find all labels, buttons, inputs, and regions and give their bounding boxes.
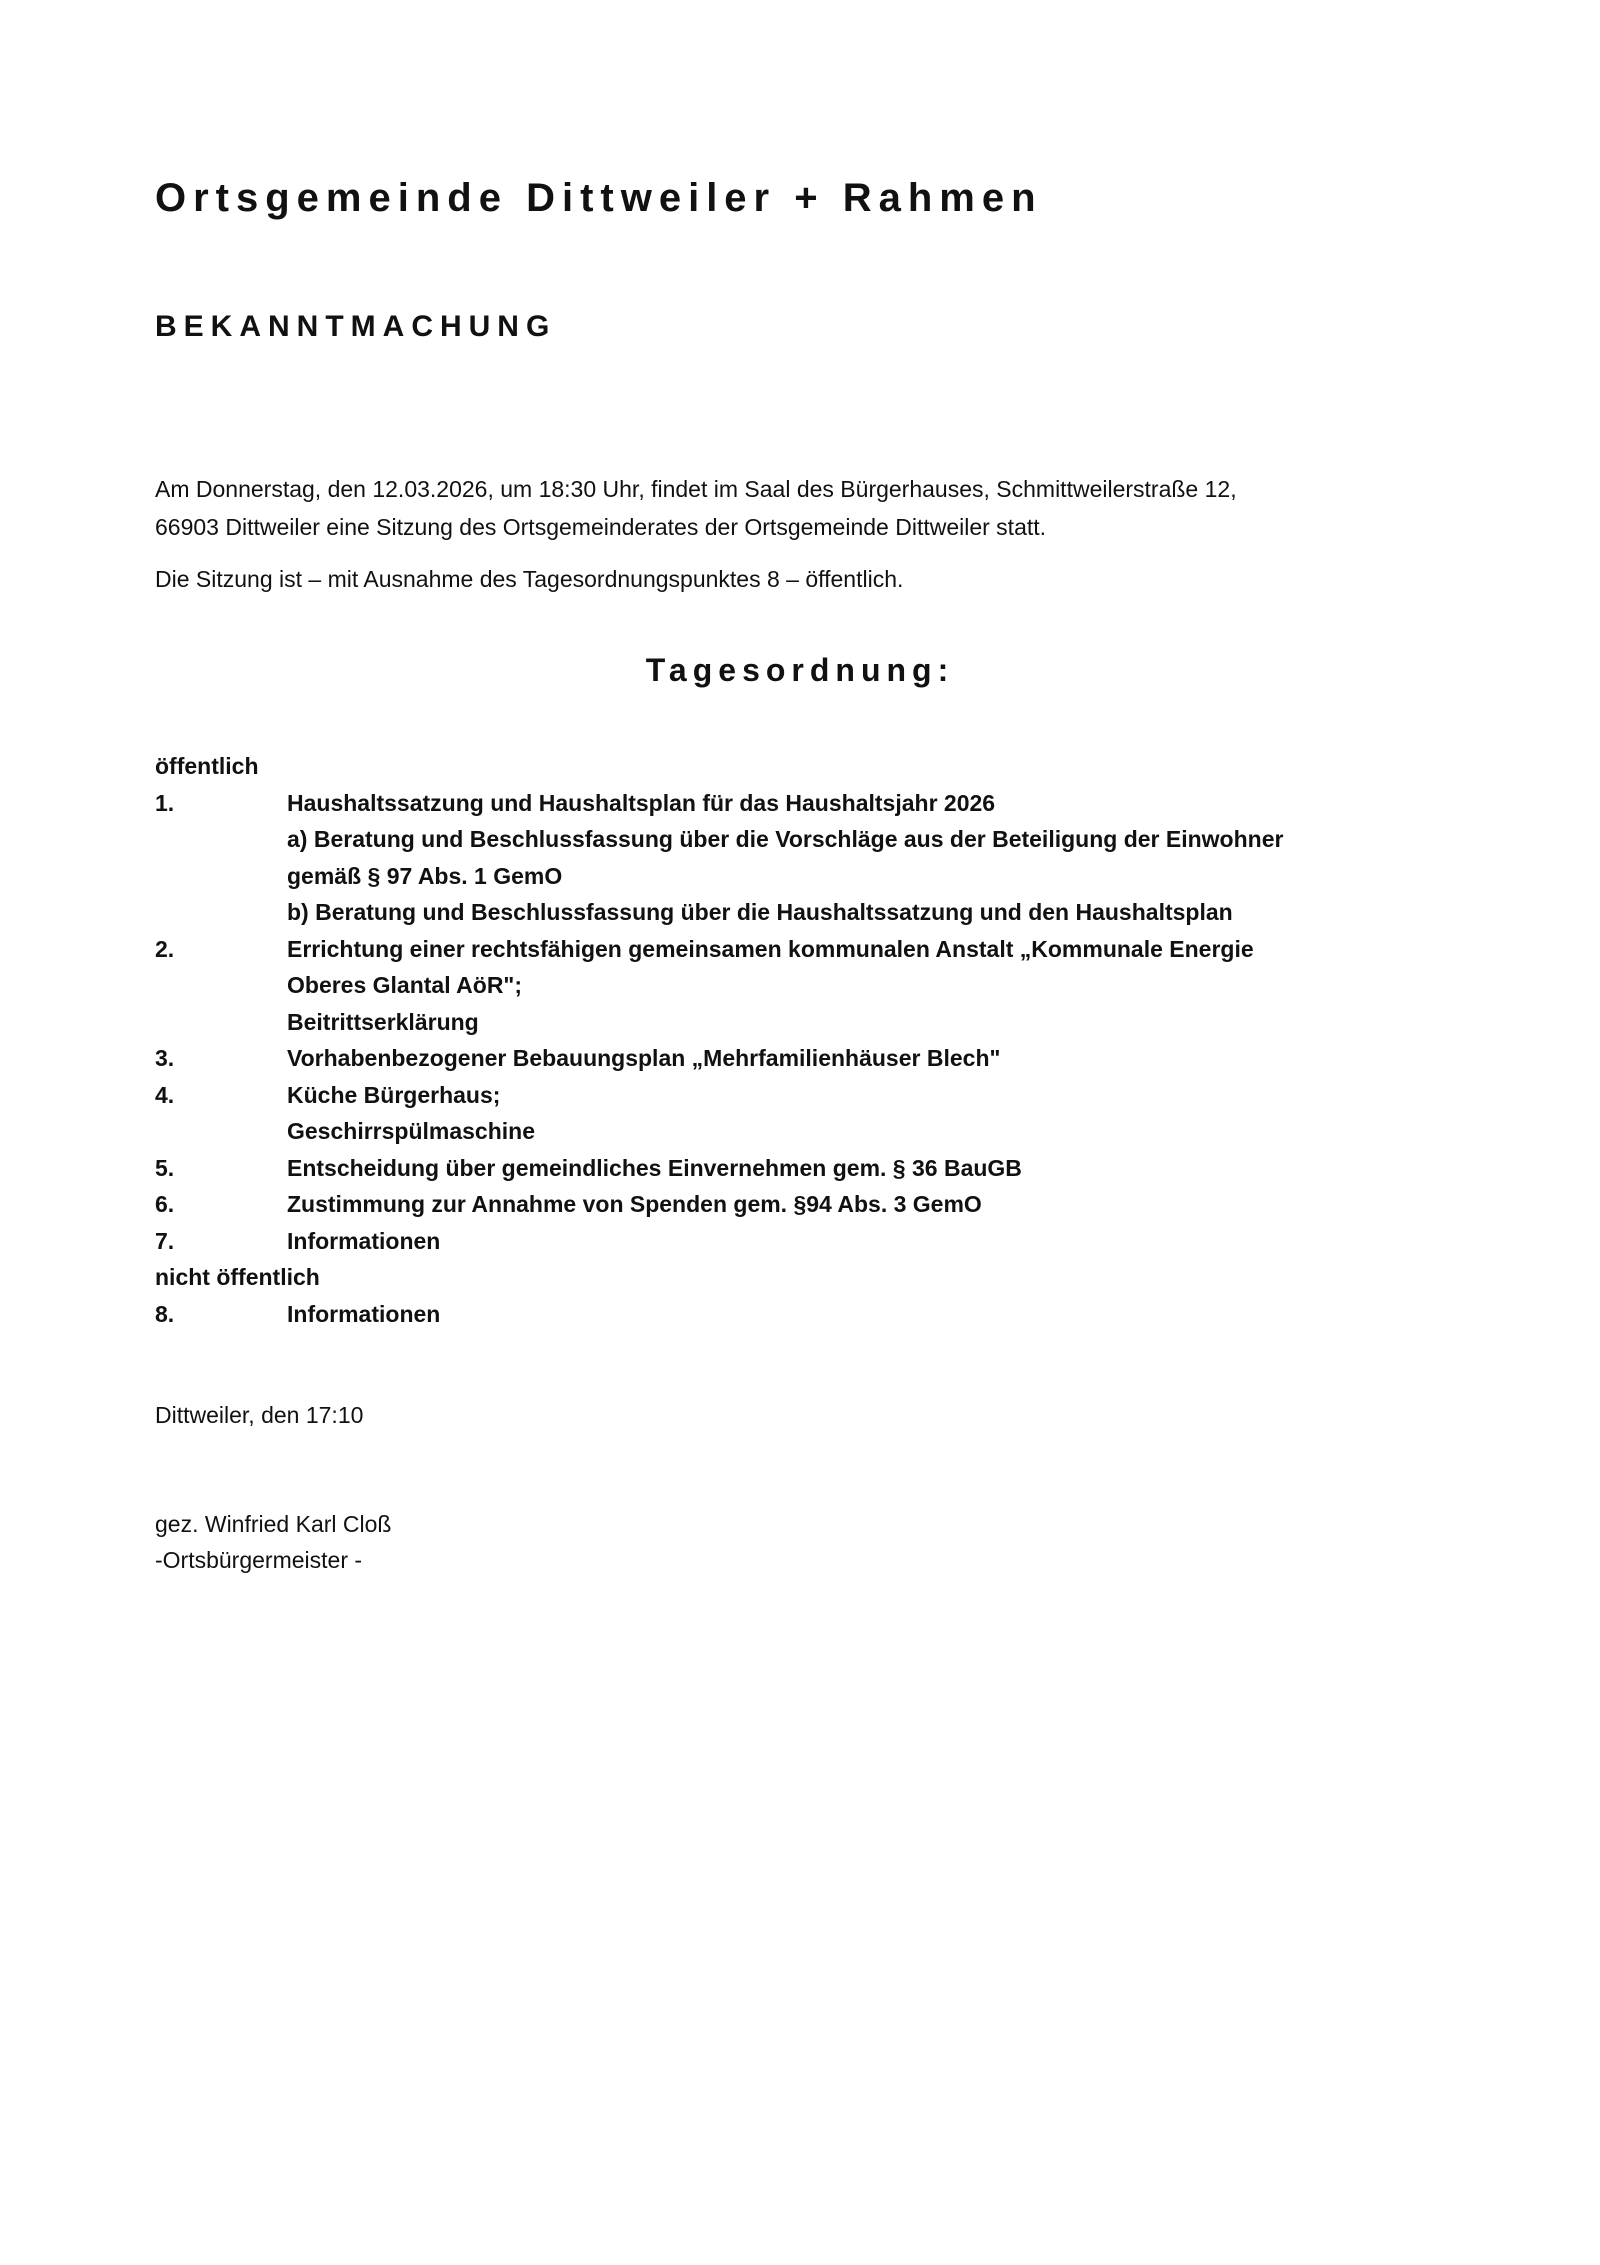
agenda-item-number: 6.	[155, 1191, 175, 1217]
agenda-item-number: 4.	[155, 1081, 175, 1108]
agenda-item-text	[287, 1223, 440, 1260]
agenda-item-line: b) Beratung und Beschlussfassung über die Haushaltssatzung und den Haushaltsplan	[287, 899, 1233, 925]
agenda-item-line: a) Beratung und Beschlussfassung über die Vorschläge aus der Beteiligung der Einwohner	[287, 826, 1284, 852]
agenda-item-text	[287, 785, 1283, 931]
place-date: Dittweiler, den 17:10	[155, 1402, 364, 1428]
agenda-item-text	[287, 1150, 1022, 1187]
agenda-item-number: 2.	[155, 935, 175, 962]
agenda-item-8	[155, 1296, 1455, 1333]
agenda-item-6	[155, 1186, 1455, 1223]
agenda-item-line: Informationen	[287, 1227, 441, 1254]
agenda-item-3	[155, 1040, 1455, 1077]
agenda-list	[155, 748, 1455, 1332]
intro-text	[155, 470, 1455, 598]
intro-line-2: 66903 Dittweiler eine Sitzung des Ortsgemeinderates der Ortsgemeinde Dittweiler statt.	[155, 514, 1047, 540]
agenda-item-line: Entscheidung über gemeindliches Einvernehmen gem. § 36 BauGB	[287, 1154, 1022, 1181]
agenda-item-number: 8.	[155, 1300, 175, 1327]
signature-role: -Ortsbürgermeister -	[155, 1547, 363, 1573]
document-title: Ortsgemeinde Dittweiler + Rahmen	[155, 176, 1043, 220]
agenda-item-text	[287, 1040, 1000, 1077]
agenda-item-line: Zustimmung zur Annahme von Spenden gem. §94 Abs. 3 GemO	[287, 1191, 982, 1217]
signature-block	[155, 1506, 391, 1578]
intro-line-1: Am Donnerstag, den 12.03.2026, um 18:30 Uhr, findet im Saal des Bürgerhauses, Schmittweilerstraße 12,	[155, 476, 1237, 502]
agenda-item-line: Informationen	[287, 1300, 441, 1327]
agenda-section-nonpublic: nicht öffentlich	[155, 1264, 320, 1290]
agenda-item-line: Küche Bürgerhaus;	[287, 1081, 501, 1108]
agenda-item-text	[287, 1077, 535, 1150]
agenda-section-public: öffentlich	[155, 753, 259, 779]
agenda-item-line: Oberes Glantal AöR";	[287, 972, 522, 998]
signature-name: gez. Winfried Karl Cloß	[155, 1511, 392, 1537]
agenda-item-4	[155, 1077, 1455, 1150]
intro-line-3: Die Sitzung ist – mit Ausnahme des Tagesordnungspunktes 8 – öffentlich.	[155, 566, 904, 592]
agenda-item-line: Beitrittserklärung	[287, 1008, 479, 1035]
agenda-item-line: Geschirrspülmaschine	[287, 1118, 535, 1144]
agenda-item-2	[155, 931, 1455, 1041]
agenda-item-number: 7.	[155, 1227, 175, 1254]
agenda-heading: Tagesordnung:	[645, 652, 955, 688]
agenda-item-line: Vorhabenbezogener Bebauungsplan „Mehrfamilienhäuser Blech"	[287, 1045, 1001, 1071]
agenda-item-text	[287, 1296, 440, 1333]
agenda-item-1	[155, 785, 1455, 931]
agenda-item-line: Errichtung einer rechtsfähigen gemeinsamen kommunalen Anstalt „Kommunale Energie	[287, 935, 1254, 962]
agenda-item-number: 3.	[155, 1045, 175, 1071]
agenda-item-number: 1.	[155, 789, 175, 816]
agenda-item-line: Haushaltssatzung und Haushaltsplan für das Haushaltsjahr 2026	[287, 789, 996, 816]
agenda-item-text	[287, 1186, 982, 1223]
agenda-item-line: gemäß § 97 Abs. 1 GemO	[287, 862, 563, 889]
agenda-item-number: 5.	[155, 1154, 175, 1181]
agenda-item-text	[287, 931, 1254, 1041]
agenda-item-7	[155, 1223, 1455, 1260]
document-subtitle: BEKANNTMACHUNG	[155, 310, 557, 343]
agenda-item-5	[155, 1150, 1455, 1187]
